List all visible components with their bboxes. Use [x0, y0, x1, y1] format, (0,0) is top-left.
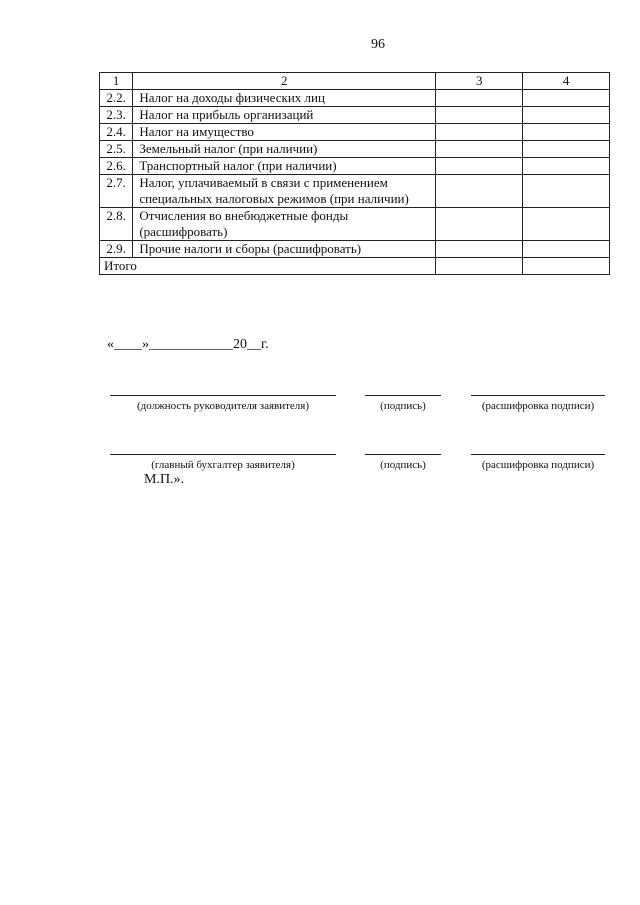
row-label: Налог, уплачиваемый в связи с применением специальных налоговых режимов (при наличии)	[133, 175, 436, 208]
table-total-row	[100, 258, 610, 275]
row-label: Земельный налог (при наличии)	[133, 141, 436, 158]
row-number: 2.7.	[100, 175, 133, 208]
signature-caption: (подпись)	[380, 459, 426, 471]
row-value-4	[523, 107, 610, 124]
position-signature-line	[110, 395, 336, 396]
row-label: Транспортный налог (при наличии)	[133, 158, 436, 175]
row-number: 2.8.	[100, 208, 133, 241]
row-value-3	[436, 175, 523, 208]
row-number: 2.2.	[100, 90, 133, 107]
row-number: 2.5.	[100, 141, 133, 158]
signature-line	[365, 454, 441, 455]
decode-caption: (расшифровка подписи)	[481, 459, 595, 471]
table-row	[100, 141, 610, 158]
row-number: 2.3.	[100, 107, 133, 124]
signature-caption: (подпись)	[380, 400, 426, 412]
header-col-1: 1	[100, 73, 133, 90]
table-row	[100, 90, 610, 107]
row-value-4	[523, 158, 610, 175]
position-signature-line	[110, 454, 336, 455]
row-value-4	[523, 208, 610, 241]
row-value-3	[436, 241, 523, 258]
table-row	[100, 124, 610, 141]
row-value-4	[523, 141, 610, 158]
row-value-3	[436, 90, 523, 107]
table-row	[100, 241, 610, 258]
page-number: 96	[371, 37, 385, 52]
header-col-2: 2	[133, 73, 436, 90]
row-label: Налог на доходы физических лиц	[133, 90, 436, 107]
total-label: Итого	[100, 258, 436, 275]
signature-block-2	[365, 454, 441, 471]
decode-caption: (расшифровка подписи)	[481, 400, 595, 412]
total-value-3	[436, 258, 523, 275]
signature-line	[365, 395, 441, 396]
row-value-4	[523, 175, 610, 208]
stamp-note: М.П.».	[144, 472, 185, 487]
table-row	[100, 175, 610, 208]
row-label: Отчисления во внебюджетные фонды (расшифровать)	[133, 208, 436, 241]
row-value-3	[436, 208, 523, 241]
date-line: «____»____________20__г.	[107, 337, 269, 352]
row-value-3	[436, 124, 523, 141]
row-label: Налог на имущество	[133, 124, 436, 141]
row-number: 2.6.	[100, 158, 133, 175]
row-label: Прочие налоги и сборы (расшифровать)	[133, 241, 436, 258]
row-value-4	[523, 241, 610, 258]
position-signature-block-2	[110, 454, 336, 471]
table-row	[100, 158, 610, 175]
row-value-3	[436, 158, 523, 175]
position-caption: (должность руководителя заявителя)	[136, 400, 309, 412]
row-value-3	[436, 107, 523, 124]
decode-block-1	[471, 395, 605, 412]
row-value-4	[523, 124, 610, 141]
header-col-3: 3	[436, 73, 523, 90]
decode-block-2	[471, 454, 605, 471]
table-row	[100, 107, 610, 124]
row-value-3	[436, 141, 523, 158]
signature-block-1	[365, 395, 441, 412]
decode-line	[471, 454, 605, 455]
position-signature-block-1	[110, 395, 336, 412]
row-number: 2.4.	[100, 124, 133, 141]
tax-table	[99, 72, 610, 275]
total-value-4	[523, 258, 610, 275]
decode-line	[471, 395, 605, 396]
row-label: Налог на прибыль организаций	[133, 107, 436, 124]
table-header-row	[100, 73, 610, 90]
header-col-4: 4	[523, 73, 610, 90]
table-row	[100, 208, 610, 241]
position-caption: (главный бухгалтер заявителя)	[151, 459, 295, 471]
row-value-4	[523, 90, 610, 107]
row-number: 2.9.	[100, 241, 133, 258]
